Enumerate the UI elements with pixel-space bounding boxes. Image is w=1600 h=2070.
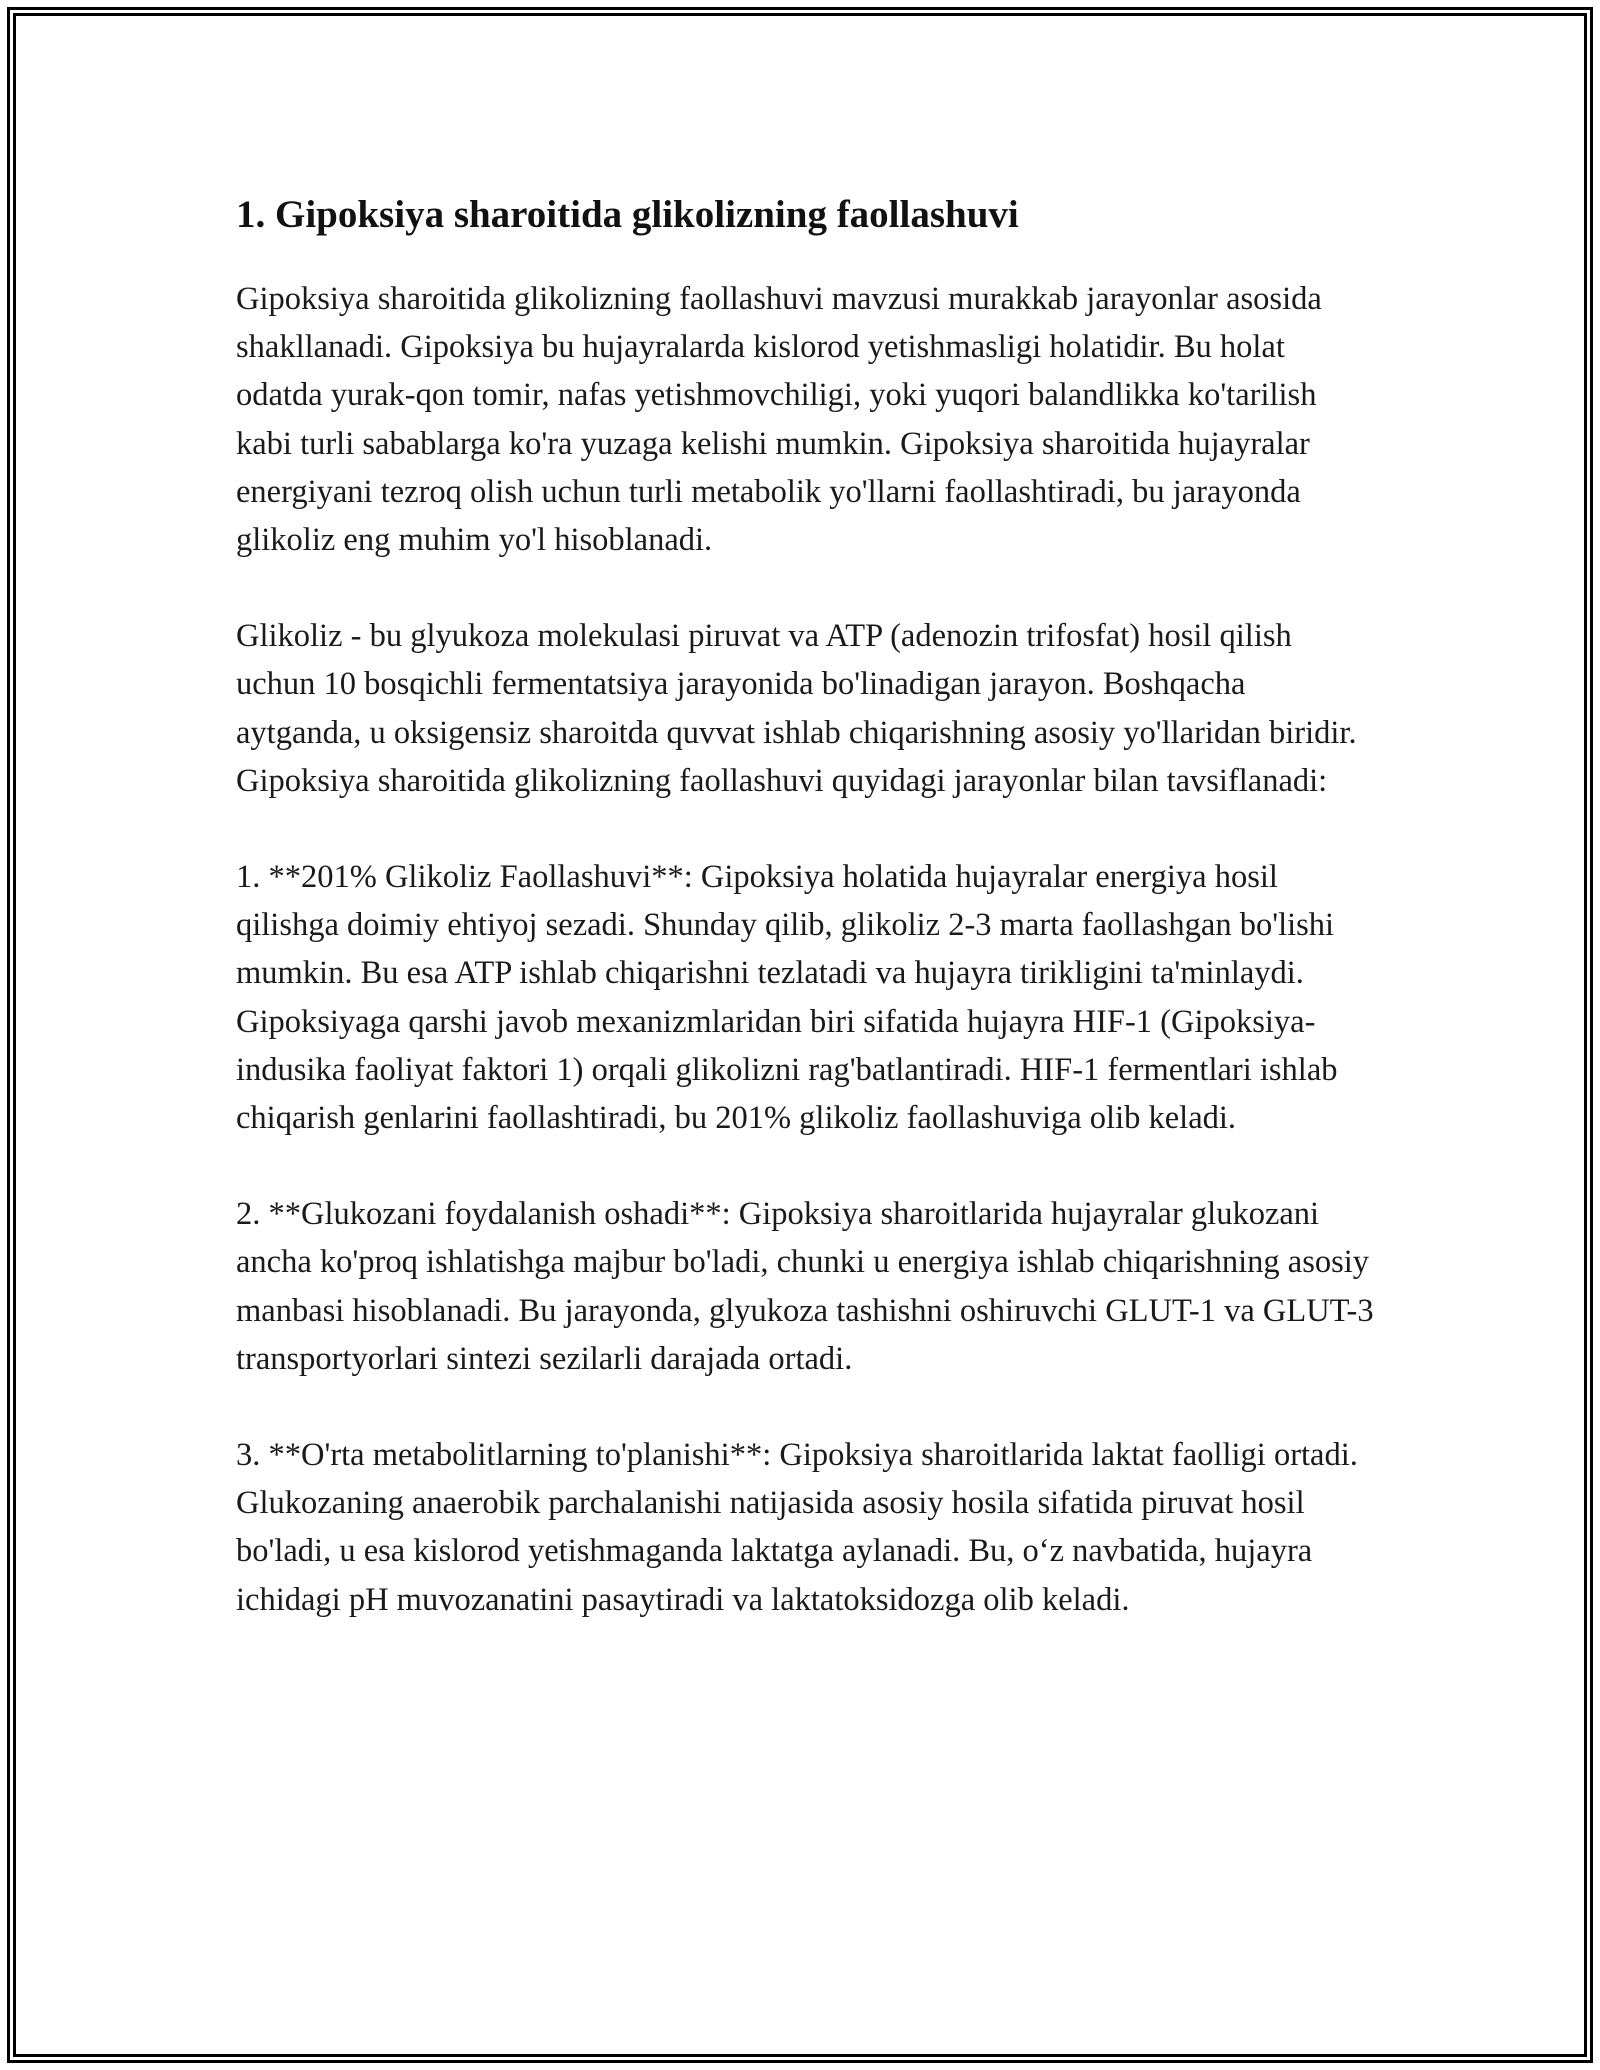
list-item-2: 2. **Glukozani foydalanish oshadi**: Gipoksiya sharoitlarida hujayralar glukozani ancha ko'proq ishlatishga majbur bo'ladi, chunki u energiya ishlab chiqarishning asosiy manbasi hisoblanadi. Bu jarayonda, glyukoza tashishni oshiruvchi GLUT-1 va GLUT-3 transportyorlari sintezi sezilarli darajada ortadi. [236,1196,1374,1377]
paragraph-intro: Gipoksiya sharoitida glikolizning faollashuvi mavzusi murakkab jarayonlar asosida shakllanadi. Gipoksiya bu hujayralarda kislorod yetishmasligi holatidir. Bu holat odatda yurak-qon tomir, nafas yetishmovchiligi, yoki yuqori balandlikka ko'tarilish kabi turli sabablarga ko'ra yuzaga kelishi mumkin. Gipoksiya sharoitida hujayralar energiyani tezroq olish uchun turli metabolik yo'llarni faollashtiradi, bu jarayonda glikoliz eng muhim yo'l hisoblanadi. [236,281,1322,559]
document-title: 1. Gipoksiya sharoitida glikolizning faollashuvi [236,193,1019,236]
list-item-1: 1. **201% Glikoliz Faollashuvi**: Gipoksiya holatida hujayralar energiya hosil qilishga doimiy ehtiyoj sezadi. Shunday qilib, glikoliz 2-3 marta faollashgan bo'lishi mumkin. Bu esa ATP ishlab chiqarishni tezlatadi va hujayra tirikligini ta'minlaydi. Gipoksiyaga qarshi javob mexanizmlaridan biri sifatida hujayra HIF-1 (Gipoksiya-indusika faoliyat faktori 1) orqali glikolizni rag'batlantiradi. HIF-1 fermentlari ishlab chiqarish genlarini faollashtiradi, bu 201% glikoliz faollashuviga olib keladi. [236,859,1338,1137]
list-item-3: 3. **O'rta metabolitlarning to'planishi**: Gipoksiya sharoitlarida laktat faolligi ortadi. Glukozaning anaerobik parchalanishi natijasida asosiy hosila sifatida piruvat hosil bo'ladi, u esa kislorod yetishmaganda laktatga aylanadi. Bu, o‘z navbatida, hujayra ichidagi pH muvozanatini pasaytiradi va laktatoksidozga olib keladi. [236,1437,1358,1618]
paragraph-glycolysis-definition: Glikoliz - bu glyukoza molekulasi piruvat va ATP (adenozin trifosfat) hosil qilish uchun 10 bosqichli fermentatsiya jarayonida bo'linadigan jarayon. Boshqacha aytganda, u oksigensiz sharoitda quvvat ishlab chiqarishning asosiy yo'llaridan biridir. Gipoksiya sharoitida glikolizning faollashuvi quyidagi jarayonlar bilan tavsiflanadi: [236,618,1357,799]
document-body [236,185,1376,1672]
